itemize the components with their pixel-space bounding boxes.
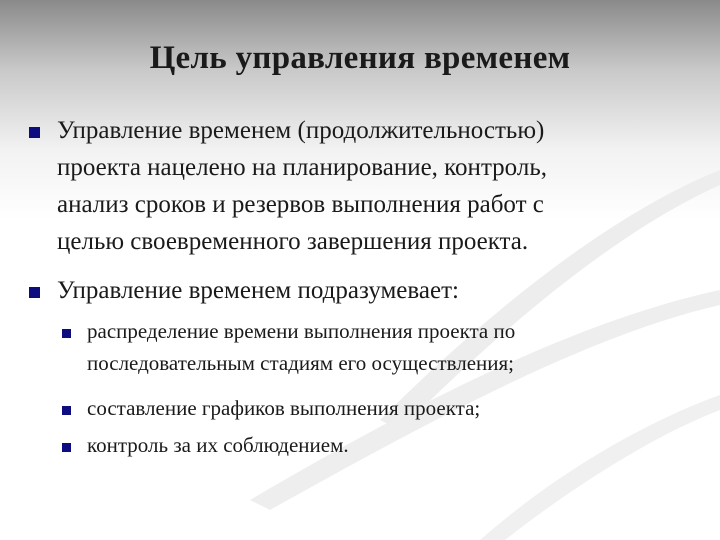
sub-bullet-marker-icon — [62, 329, 71, 338]
sub-bullet-marker-icon — [62, 443, 71, 452]
bullet-marker-icon — [29, 287, 40, 298]
sub-bullet-3-line-1: контроль за их соблюдением. — [87, 433, 349, 457]
bullet-1-line-2: проекта нацелено на планирование, контроль, — [57, 154, 547, 181]
bullet-1-line-4: целью своевременного завершения проекта. — [57, 228, 529, 255]
bullet-marker-icon — [29, 127, 40, 138]
bullet-1-line-3: анализ сроков и резервов выполнения работ с — [57, 191, 544, 218]
slide-title: Цель управления временем — [149, 40, 571, 76]
sub-bullet-marker-icon — [62, 406, 71, 415]
sub-bullet-1-line-2: последовательным стадиям его осуществления; — [87, 351, 514, 375]
bullet-2-line-1: Управление временем подразумевает: — [57, 277, 459, 304]
sub-bullet-1-line-1: распределение времени выполнения проекта по — [87, 319, 516, 343]
bullet-1-line-1: Управление временем (продолжительностью) — [57, 117, 545, 144]
sub-bullet-2-line-1: составление графиков выполнения проекта; — [87, 396, 481, 420]
